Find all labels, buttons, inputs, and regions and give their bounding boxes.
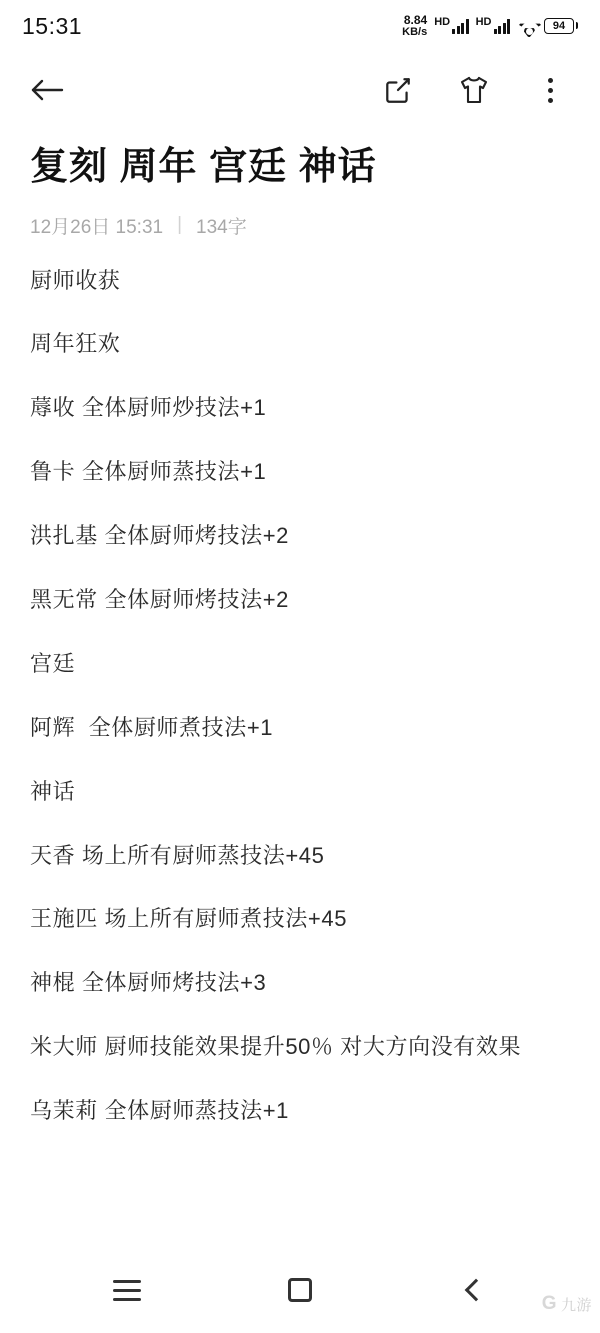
status-bar xyxy=(0,0,600,52)
network-speed-unit: KB/s xyxy=(402,25,428,38)
menu-lines xyxy=(113,1280,141,1301)
watermark xyxy=(542,1293,592,1315)
signal-bars-icon-2 xyxy=(494,18,511,34)
battery-tip xyxy=(576,22,579,29)
note-line: 鲁卡 全体厨师蒸技法+1 xyxy=(30,459,267,485)
watermark-mark: G xyxy=(541,1293,557,1314)
note-line: 乌茉莉 全体厨师蒸技法+1 xyxy=(30,1098,289,1124)
note-line: 王施匹 场上所有厨师煮技法+45 xyxy=(30,906,348,932)
sim1-group xyxy=(434,15,468,34)
note-line: 厨师收获 xyxy=(30,267,121,293)
note-line: 神棍 全体厨师烤技法+3 xyxy=(30,970,267,996)
note-line: 阿辉 全体厨师煮技法+1 xyxy=(30,714,274,740)
wifi-icon xyxy=(517,18,537,34)
page-title: 复刻 周年 宫廷 神话 xyxy=(30,146,377,188)
note-date: 12月26日 15:31 xyxy=(30,216,164,238)
home-square-icon[interactable] xyxy=(265,1260,335,1320)
status-time: 15:31 xyxy=(22,12,83,39)
note-line: 周年狂欢 xyxy=(30,331,121,357)
share-icon[interactable] xyxy=(378,70,418,110)
watermark-text: 九游 xyxy=(560,1296,592,1314)
signal-bars-icon-1 xyxy=(452,18,469,34)
note-line: 神话 xyxy=(30,778,76,804)
note-line: 洪扎基 全体厨师烤技法+2 xyxy=(30,523,289,549)
hd-badge-2: HD xyxy=(475,15,492,28)
note-meta xyxy=(30,212,570,239)
meta-separator: | xyxy=(177,214,183,235)
tshirt-icon[interactable] xyxy=(454,70,494,110)
battery-icon xyxy=(544,18,578,34)
menu-icon[interactable] xyxy=(92,1260,162,1320)
more-dots xyxy=(548,78,553,103)
note-line: 蓐收 全体厨师炒技法+1 xyxy=(30,395,267,421)
note-line: 米大师 厨师技能效果提升50％ 对大方向没有效果 xyxy=(30,1034,522,1060)
network-speed xyxy=(402,14,427,38)
note-line: 宫廷 xyxy=(30,650,76,676)
sim2-group xyxy=(475,15,510,34)
back-icon[interactable] xyxy=(24,67,70,113)
toolbar-actions xyxy=(378,70,570,110)
hd-badge-1: HD xyxy=(434,15,451,28)
home-square xyxy=(288,1278,312,1302)
battery-percent: 94 xyxy=(544,18,574,34)
note-header xyxy=(0,128,600,239)
note-line: 黑无常 全体厨师烤技法+2 xyxy=(30,586,289,612)
note-word-count: 134字 xyxy=(196,216,247,238)
note-body[interactable] xyxy=(0,239,600,1248)
more-vertical-icon[interactable] xyxy=(530,70,570,110)
back-chevron xyxy=(464,1279,487,1302)
status-icons xyxy=(402,14,578,38)
chevron-left-icon[interactable] xyxy=(438,1260,508,1320)
app-toolbar xyxy=(0,52,600,128)
system-nav-bar xyxy=(0,1247,600,1333)
note-line: 天香 场上所有厨师蒸技法+45 xyxy=(30,842,325,868)
network-speed-value: 8.84 xyxy=(403,12,428,27)
